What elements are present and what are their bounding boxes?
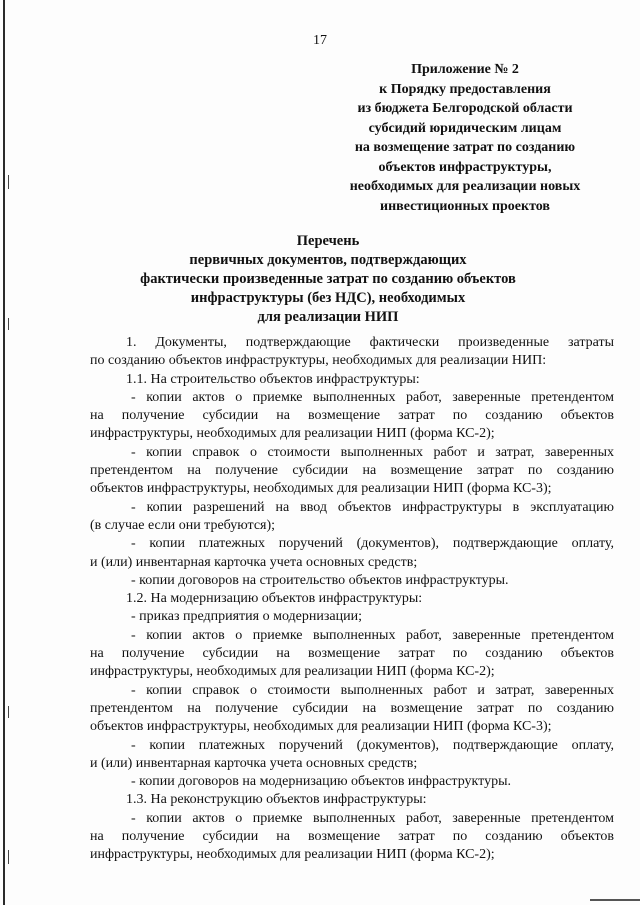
list-item-line: претендентом на получение субсидии на возмещение затрат по созданию [90, 700, 614, 716]
list-item-line: - приказ предприятия о модернизации; [131, 609, 362, 625]
list-item-line: - копии платежных поручений (документов), подтверждающие оплату, [131, 737, 614, 753]
appendix-header [310, 60, 620, 216]
section-1-1-heading: 1.1. На строительство объектов инфраструктуры: [126, 371, 420, 387]
list-item-line: (в случае если они требуются); [90, 517, 276, 533]
scan-mark [8, 850, 9, 864]
title-line: Перечень [296, 233, 360, 249]
scan-left-edge [3, 0, 5, 905]
list-item-line: на получение субсидии на возмещение затрат по созданию объектов [90, 829, 614, 845]
list-item-line: инфраструктуры, необходимых для реализации НИП (форма КС-2); [90, 847, 495, 863]
appendix-line: необходимых для реализации новых [349, 179, 581, 194]
appendix-line: инвестиционных проектов [380, 198, 550, 214]
appendix-line: субсидий юридическим лицам [368, 120, 562, 136]
paragraph-1-line: 1. Документы, подтверждающие фактически произведенные затраты [126, 335, 614, 350]
title-line: для реализации НИП [257, 309, 399, 325]
scan-mark [8, 175, 9, 189]
list-item-line: - копии справок о стоимости выполненных работ и затрат, заверенных [131, 682, 614, 698]
appendix-line: Приложение № 2 [411, 62, 519, 77]
list-item-line: - копии разрешений на ввод объектов инфраструктуры в эксплуатацию [131, 499, 614, 515]
list-item-line: - копии платежных поручений (документов), подтверждающие оплату, [131, 536, 614, 552]
list-item-line: объектов инфраструктуры, необходимых для реализации НИП (форма КС-3); [90, 719, 552, 735]
document-body [90, 334, 614, 865]
scan-mark [8, 706, 9, 718]
scan-bottom-edge [590, 899, 640, 901]
title-line: инфраструктуры (без НДС), необходимых [190, 290, 466, 306]
section-1-2-heading: 1.2. На модернизацию объектов инфраструктуры: [126, 591, 423, 607]
list-item-line: претендентом на получение субсидии на возмещение затрат по созданию [90, 463, 614, 479]
title-line: фактически произведенные затрат по созданию объектов [140, 271, 516, 287]
list-item-line: инфраструктуры, необходимых для реализации НИП (форма КС-2); [90, 664, 495, 680]
list-item-line: - копии договоров на модернизацию объектов инфраструктуры. [131, 774, 511, 790]
scan-mark [8, 318, 9, 330]
list-item-line: - копии договоров на строительство объектов инфраструктуры. [131, 572, 509, 588]
list-item-line: инфраструктуры, необходимых для реализации НИП (форма КС-2); [90, 426, 495, 442]
appendix-line: объектов инфраструктуры, [378, 159, 552, 175]
paragraph-1-line: по созданию объектов инфраструктуры, необходимых для реализации НИП: [90, 353, 547, 369]
list-item-line: - копии справок о стоимости выполненных работ и затрат, заверенных [131, 444, 614, 460]
document-title [100, 232, 556, 327]
appendix-line: из бюджета Белгородской области [357, 101, 573, 116]
section-1-3-heading: 1.3. На реконструкцию объектов инфраструктуры: [126, 792, 427, 808]
list-item-line: и (или) инвентарная карточка учета основных средств; [90, 755, 418, 771]
list-item-line: на получение субсидии на возмещение затрат по созданию объектов [90, 646, 614, 662]
page-number: 17 [313, 33, 327, 48]
list-item-line: - копии актов о приемке выполненных работ, заверенные претендентом [131, 627, 614, 643]
list-item-line: - копии актов о приемке выполненных работ, заверенные претендентом [131, 810, 614, 826]
list-item-line: объектов инфраструктуры, необходимых для реализации НИП (форма КС-3); [90, 481, 552, 497]
appendix-line: к Порядку предоставления [379, 81, 551, 97]
list-item-line: - копии актов о приемке выполненных работ, заверенные претендентом [131, 389, 614, 405]
appendix-line: на возмещение затрат по созданию [354, 140, 576, 155]
list-item-line: и (или) инвентарная карточка учета основных средств; [90, 554, 418, 570]
list-item-line: на получение субсидии на возмещение затрат по созданию объектов [90, 408, 614, 424]
title-line: первичных документов, подтверждающих [189, 252, 467, 268]
